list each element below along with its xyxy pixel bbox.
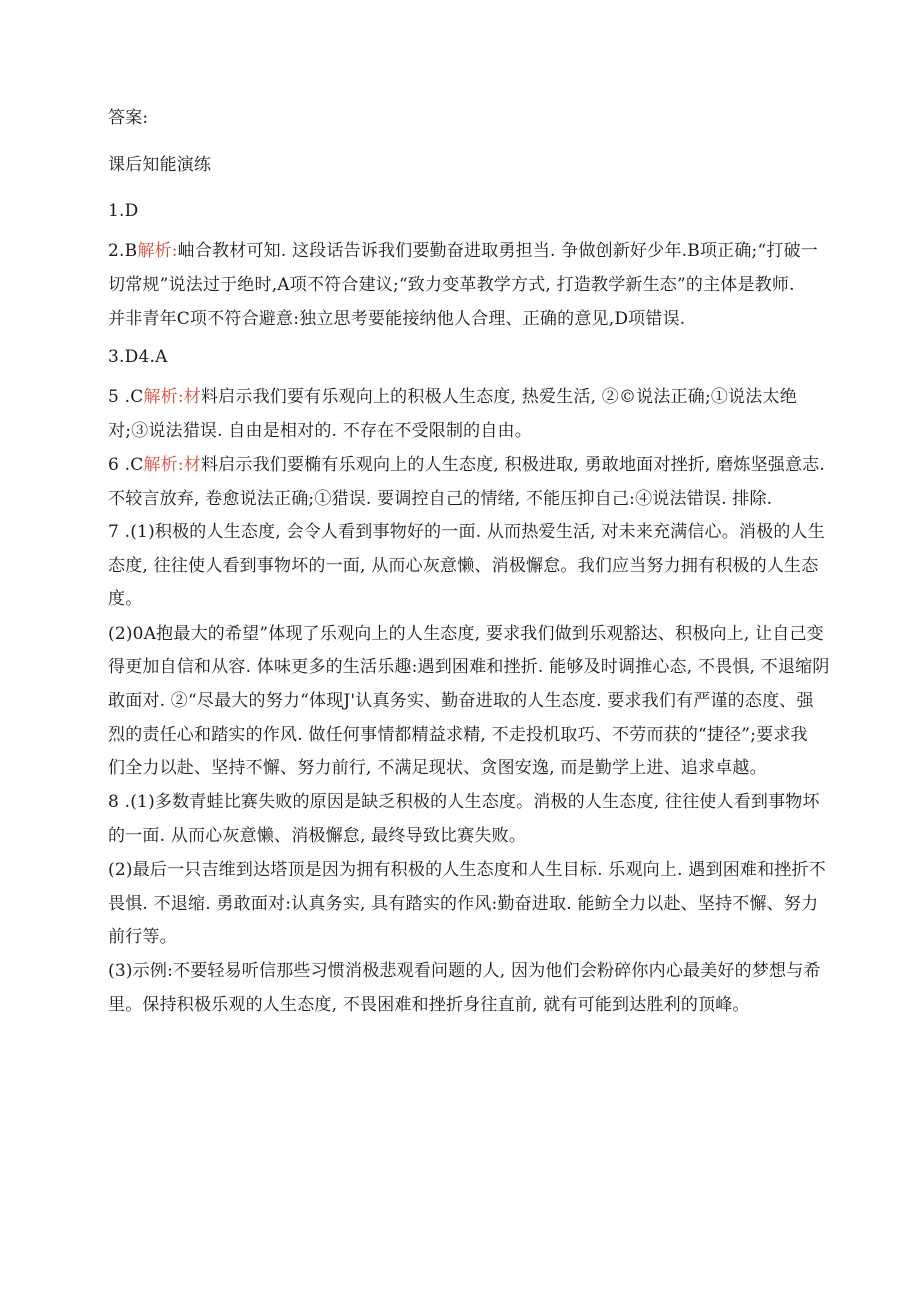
answer-3-4: 3.D4.A (108, 347, 168, 367)
answer-7-line-1: 7 .(1)积极的人生态度, 会令人看到事物好的一面. 从而热爱生活, 对未来充满信心。消极的人生 (108, 522, 825, 542)
answer-7-line-5: 得更加自信和从容. 体味更多的生活乐趣:遇到困难和挫折. 能够及时调推心态, 不畏惧, 不退缩阴 (108, 657, 830, 677)
answer-5-text: 料启示我们要有乐观向上的积极人生态度, 热爱生活, ②©说法正确;①说法太绝 (200, 387, 797, 407)
answer-1: 1.D (108, 201, 139, 221)
answer-8-line-3: (2)最后一只吉维到达塔顶是因为拥有积极的人生态度和人生目标. 乐观向上. 遇到困难和挫折不 (108, 860, 826, 880)
analysis-label: 解析:材 (143, 455, 201, 475)
answer-6-prefix: 6 .C (108, 455, 144, 475)
answer-8-line-5: 前行等。 (108, 927, 177, 947)
answer-8-line-6: (3)示例:不要轻易听信那些习惯消极悲观看问题的人, 因为他们会粉碎你内心最美好的梦想与希 (108, 961, 821, 981)
answer-6-line-2: 不较言放弃, 卷愈说法正确;①猎误. 要调控自己的情绪, 不能压抑自己:④说法错误. 排除. (108, 489, 773, 509)
answer-7-line-7: 烈的责任心和踏实的作风. 做任何事情都精益求精, 不走投机取巧、不劳而获的“捷径”;要求我 (108, 725, 808, 745)
answer-8-line-4: 畏惧. 不退缩. 勇敢面对:认真务实, 具有踏实的作风:勤奋进取. 能鲂全力以赴、坚持不懈、努力 (108, 894, 819, 914)
answer-2-line-1 (108, 241, 818, 261)
answer-2-prefix: 2.B (108, 241, 138, 261)
answer-2-text: 岫合教材可知. 这段话告诉我们要勤奋进取勇担当. 争做创新好少年.B项正确;“打破一 (177, 241, 818, 261)
answer-8-line-7: 里。保持积极乐观的人生态度, 不畏困难和挫折身往直前, 就有可能到达胜利的顶峰。 (108, 995, 750, 1015)
answer-8-line-2: 的一面. 从而心灰意懒、消极懈怠, 最终导致比赛失败。 (108, 826, 527, 846)
answer-7-line-2: 态度, 往往使人看到事物坏的一面, 从而心灰意懒、消极懈怠。我们应当努力拥有积极的人生态 (108, 556, 819, 576)
answer-7-line-6: 敢面对. ②“尽最大的努力“体现J'认真务实、勤奋进取的人生态度. 要求我们有严谨的态度、强 (108, 691, 814, 711)
analysis-label: 解析:材 (143, 387, 201, 407)
answer-7-line-4: (2)0A抱最大的希望”体现了乐观向上的人生态度, 要求我们做到乐观豁达、积极向上, 让自己变 (108, 624, 824, 644)
answer-5-line-1 (108, 387, 797, 407)
answer-2-line-3: 并非青年C项不符合避意:独立思考要能接纳他人合理、正确的意见,D项错误. (108, 309, 686, 329)
analysis-label: 解析: (137, 241, 178, 261)
answer-5-line-2: 对;③说法猎误. 自由是相对的. 不存在不受限制的自由。 (108, 421, 532, 441)
answer-8-line-1: 8 .(1)多数青蛙比赛失败的原因是缺乏积极的人生态度。消极的人生态度, 往往使人看到事物坏 (108, 792, 820, 812)
section-title: 课后知能演练 (108, 155, 212, 175)
answer-5-prefix: 5 .C (108, 387, 144, 407)
answer-6-text: 料启示我们要椭有乐观向上的人生态度, 积极进取, 勇敢地面对挫折, 磨炼坚强意志. (200, 455, 825, 475)
answer-6-line-1 (108, 455, 825, 475)
answer-2-line-2: 切常规”说法过于绝时,A项不符合建议;“致力变革教学方式, 打造教学新生态”的主体是教师. (108, 275, 795, 295)
answer-7-line-8: 们全力以赴、坚持不懈、努力前行, 不满足现状、贪图安逸, 而是勤学上进、追求卓越。 (108, 758, 767, 778)
answer-7-line-3: 度。 (108, 589, 143, 609)
answer-label: 答案: (108, 108, 149, 128)
